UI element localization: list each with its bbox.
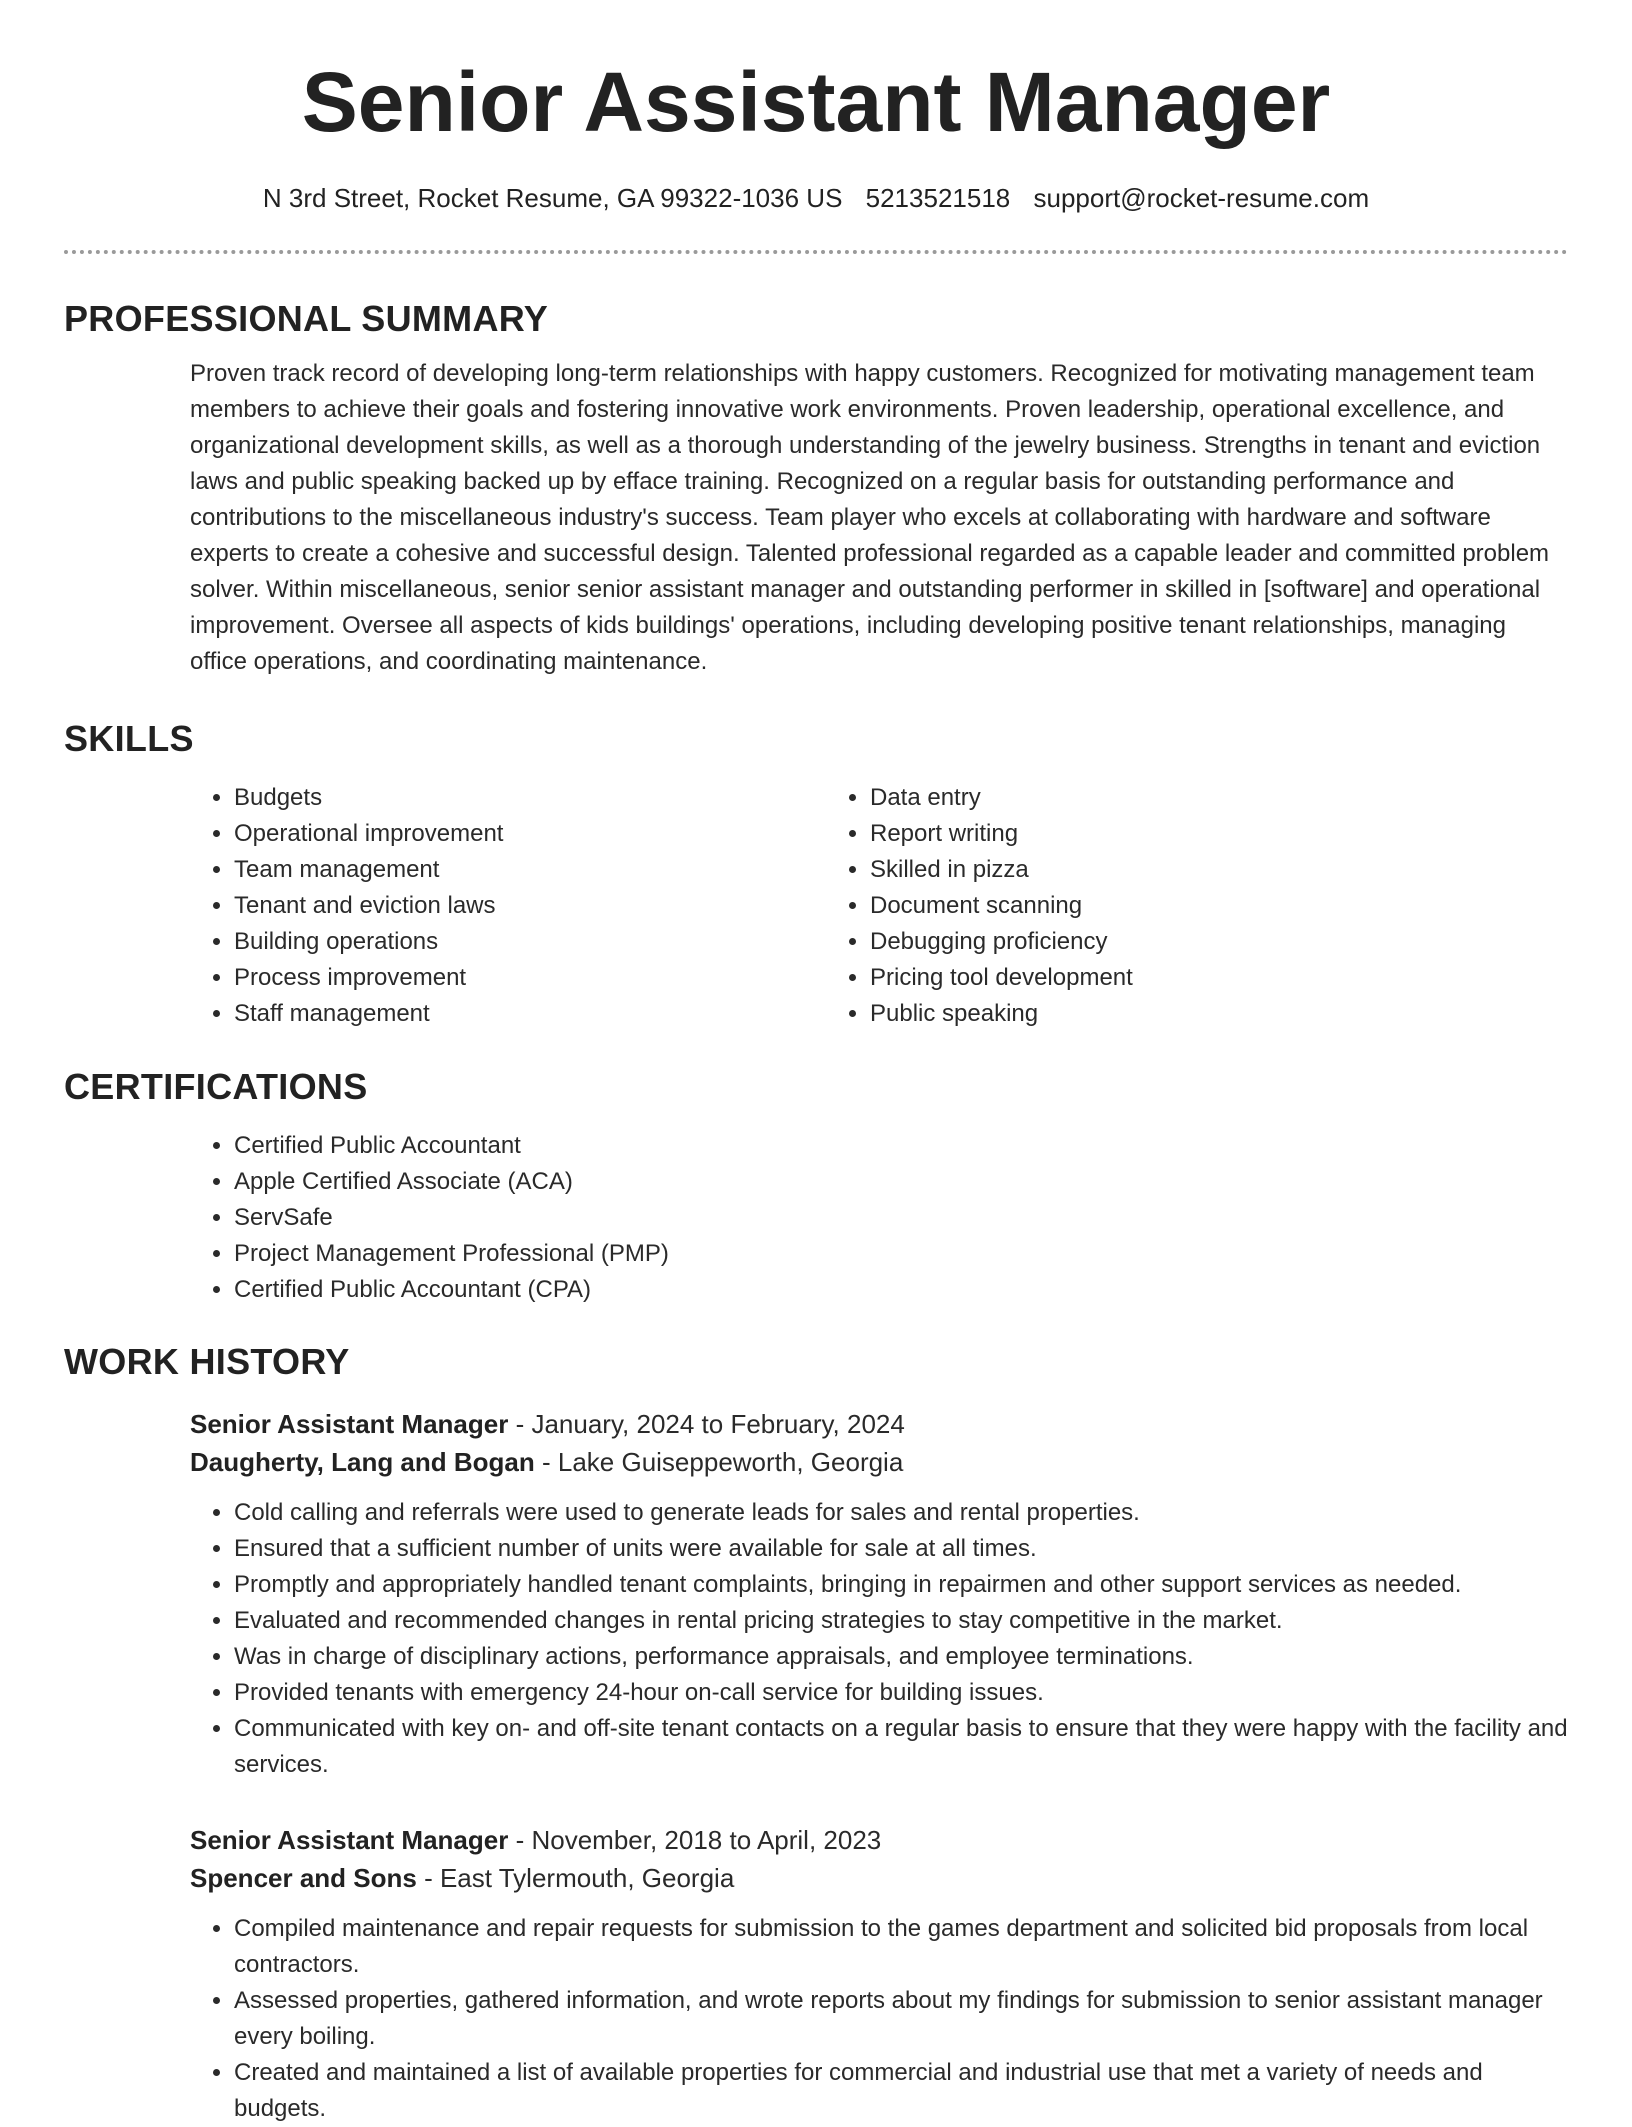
skill-item: • Report writing (870, 816, 1526, 852)
job-title-line (190, 1405, 1568, 1443)
job-entry-2 (64, 1821, 1568, 2127)
skill-item: • Document scanning (870, 888, 1526, 924)
skills-list-left (190, 780, 826, 1032)
skills-section (64, 716, 1568, 1032)
skill-item: • Pricing tool development (870, 960, 1526, 996)
job-bullet: • Assessed properties, gathered information, and wrote reports about my findings for submission to senior assistant manager every boiling. (234, 1983, 1568, 2055)
job-bullet: • Provided tenants with emergency 24-hour on-call service for building issues. (234, 1675, 1568, 1711)
resume-name: Senior Assistant Manager (301, 55, 1331, 149)
job-entry-1 (64, 1405, 1568, 1783)
skills-grid (190, 780, 1568, 1032)
header-divider (64, 250, 1568, 254)
skill-item: • Team management (234, 852, 826, 888)
section-title-certifications: CERTIFICATIONS (64, 1066, 368, 1107)
job-location: - East Tylermouth, Georgia (416, 1863, 735, 1893)
job-bullet: • Created and maintained a list of available properties for commercial and industrial use that met a variety of needs and budgets. (234, 2055, 1568, 2127)
job-bullet: • Cold calling and referrals were used to generate leads for sales and rental properties. (234, 1495, 1568, 1531)
certifications-list (190, 1128, 1568, 1308)
section-title-skills: SKILLS (64, 718, 194, 759)
job-role: Senior Assistant Manager (190, 1825, 509, 1855)
skill-item: • Tenant and eviction laws (234, 888, 826, 924)
job-bullet: • Promptly and appropriately handled tenant complaints, bringing in repairmen and other support services as needed. (234, 1567, 1568, 1603)
skill-item: • Process improvement (234, 960, 826, 996)
certification-item: • Apple Certified Associate (ACA) (234, 1164, 1568, 1200)
skill-item: • Staff management (234, 996, 826, 1032)
job-bullet: • Was in charge of disciplinary actions, performance appraisals, and employee terminations. (234, 1639, 1568, 1675)
skill-item: • Building operations (234, 924, 826, 960)
job-company: Daugherty, Lang and Bogan (190, 1447, 535, 1477)
job-details (190, 1405, 1568, 1783)
contact-phone: 5213521518 (865, 183, 1011, 213)
job-dates: - January, 2024 to February, 2024 (508, 1409, 905, 1439)
certification-item: • ServSafe (234, 1200, 1568, 1236)
job-bullet: • Evaluated and recommended changes in rental pricing strategies to stay competitive in the market. (234, 1603, 1568, 1639)
skill-item: • Debugging proficiency (870, 924, 1526, 960)
skill-item: • Public speaking (870, 996, 1526, 1032)
certification-item: • Certified Public Accountant (234, 1128, 1568, 1164)
skill-item: • Operational improvement (234, 816, 826, 852)
job-bullet: • Ensured that a sufficient number of units were available for sale at all times. (234, 1531, 1568, 1567)
summary-section (64, 296, 1568, 680)
job-bullet: • Communicated with key on- and off-site tenant contacts on a regular basis to ensure that they were happy with the facility and services. (234, 1711, 1568, 1783)
job-location: - Lake Guiseppeworth, Georgia (534, 1447, 904, 1477)
work-history-section (64, 1339, 1568, 1385)
skills-list-right (826, 780, 1526, 1032)
job-dates: - November, 2018 to April, 2023 (508, 1825, 882, 1855)
contact-address: N 3rd Street, Rocket Resume, GA 99322-1036 US (262, 183, 843, 213)
job-company-line (190, 1443, 1568, 1481)
skill-item: • Data entry (870, 780, 1526, 816)
contact-email: support@rocket-resume.com (1033, 183, 1370, 213)
certification-item: • Project Management Professional (PMP) (234, 1236, 1568, 1272)
job-bullets (190, 1911, 1568, 2127)
job-role: Senior Assistant Manager (190, 1409, 509, 1439)
job-company: Spencer and Sons (190, 1863, 417, 1893)
certifications-section (64, 1064, 1568, 1308)
contact-line (0, 180, 1632, 216)
skill-item: • Budgets (234, 780, 826, 816)
job-bullet: • Compiled maintenance and repair requests for submission to the games department and solicited bid proposals from local contractors. (234, 1911, 1568, 1983)
section-title-work-history: WORK HISTORY (64, 1341, 350, 1382)
certification-item: • Certified Public Accountant (CPA) (234, 1272, 1568, 1308)
job-title-line (190, 1821, 1568, 1859)
section-title-summary: PROFESSIONAL SUMMARY (64, 298, 549, 339)
job-bullets (190, 1495, 1568, 1783)
job-details (190, 1821, 1568, 2127)
skill-item: • Skilled in pizza (870, 852, 1526, 888)
summary-text: Proven track record of developing long-term relationships with happy customers. Recognized for motivating management team members to achieve their goals and fostering innovative work environments. Proven leadership, operational excellence, and organizational development skills, as well as a thorough understanding of the jewelry business. Strengths in tenant and eviction laws and public speaking backed up by efface training. Recognized on a regular basis for outstanding performance and contributions to the miscellaneous industry's success. Team player who excels at collaborating with hardware and software experts to create a cohesive and successful design. Talented professional regarded as a capable leader and committed problem solver. Within miscellaneous, senior senior assistant manager and outstanding performer in skilled in [software] and operational improvement. Oversee all aspects of kids buildings' operations, including developing positive tenant relationships, managing office operations, and coordinating maintenance. (190, 360, 1550, 675)
job-company-line (190, 1859, 1568, 1897)
